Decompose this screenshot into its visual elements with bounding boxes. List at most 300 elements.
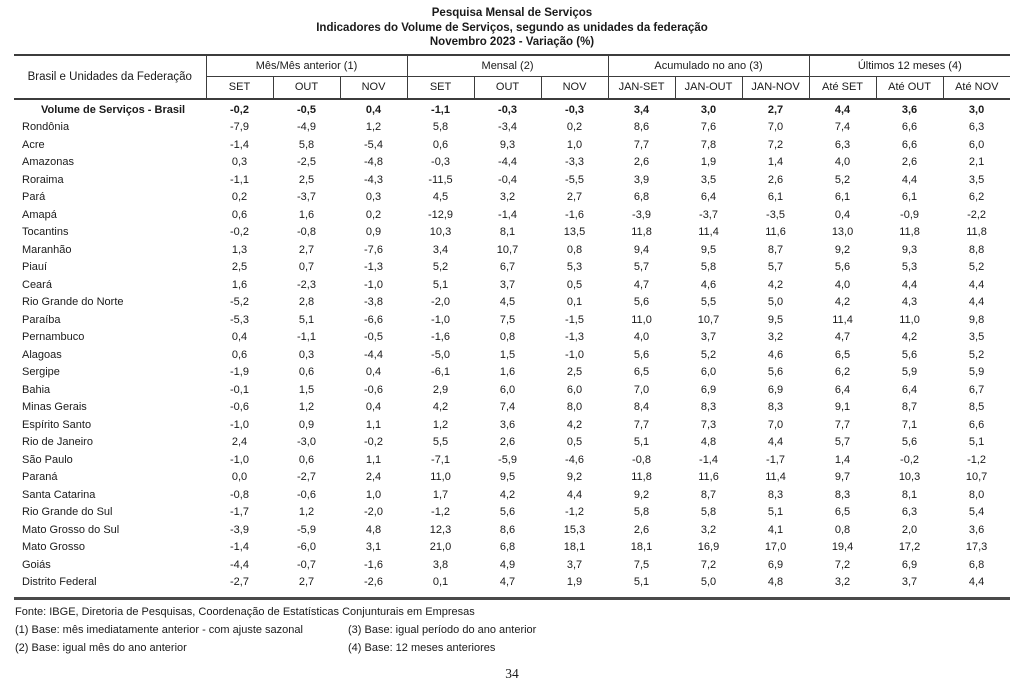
row-label: Alagoas bbox=[22, 348, 62, 361]
value-cell: 3,5 bbox=[700, 173, 717, 186]
value-cell: 8,3 bbox=[767, 488, 784, 501]
row-label: Goiás bbox=[22, 558, 51, 571]
value-cell: 2,6 bbox=[901, 156, 918, 168]
table-row bbox=[14, 277, 1010, 295]
value-cell: -0,3 bbox=[498, 103, 517, 116]
value-cell: 4,2 bbox=[901, 331, 918, 343]
value-cell: 7,7 bbox=[633, 138, 650, 151]
value-cell: 4,1 bbox=[767, 523, 784, 536]
value-cell: 7,1 bbox=[901, 418, 918, 431]
value-cell: 1,9 bbox=[566, 576, 583, 588]
value-cell: 5,7 bbox=[633, 261, 650, 273]
value-cell: -5,9 bbox=[498, 453, 517, 466]
value-cell: 0,4 bbox=[365, 366, 382, 378]
value-cell: 8,1 bbox=[499, 226, 516, 238]
table-row bbox=[14, 504, 1010, 522]
value-cell: -1,1 bbox=[230, 173, 249, 186]
row-label: Rondônia bbox=[22, 121, 70, 133]
row-label: Mato Grosso do Sul bbox=[22, 523, 120, 536]
value-cell: 9,1 bbox=[834, 401, 851, 413]
value-cell: 1,4 bbox=[834, 453, 851, 466]
value-cell: 8,7 bbox=[901, 401, 918, 413]
value-cell: 0,5 bbox=[566, 436, 583, 448]
value-cell: 4,0 bbox=[834, 278, 851, 291]
value-cell: 11,8 bbox=[631, 471, 652, 483]
value-cell: 4,5 bbox=[499, 296, 516, 308]
value-cell: 0,7 bbox=[298, 261, 315, 273]
value-cell: 3,7 bbox=[499, 278, 516, 291]
value-cell: 7,4 bbox=[834, 121, 851, 133]
value-cell: 6,6 bbox=[901, 138, 918, 151]
value-cell: 16,9 bbox=[697, 541, 720, 553]
value-cell: -4,4 bbox=[364, 348, 383, 361]
value-cell: 4,4 bbox=[901, 278, 918, 291]
value-cell: 4,2 bbox=[767, 278, 784, 291]
value-cell: 7,0 bbox=[767, 418, 784, 431]
value-cell: 7,4 bbox=[499, 401, 516, 413]
value-cell: -1,6 bbox=[431, 331, 450, 343]
value-cell: 6,0 bbox=[499, 383, 516, 396]
value-cell: -0,6 bbox=[230, 401, 249, 413]
value-cell: -1,4 bbox=[699, 453, 718, 466]
value-cell: 11,4 bbox=[765, 471, 786, 483]
value-cell: 2,0 bbox=[901, 523, 918, 536]
column-header: OUT bbox=[273, 76, 340, 99]
value-cell: 6,5 bbox=[633, 366, 650, 378]
value-cell: 0,3 bbox=[365, 191, 382, 203]
table-row bbox=[14, 189, 1010, 207]
value-cell: 5,1 bbox=[767, 506, 784, 518]
value-cell: 1,0 bbox=[365, 488, 382, 501]
value-cell: 4,0 bbox=[633, 331, 650, 343]
value-cell: 1,6 bbox=[298, 208, 315, 221]
value-cell: 11,0 bbox=[631, 313, 652, 326]
value-cell: -1,0 bbox=[431, 313, 450, 326]
value-cell: 5,9 bbox=[901, 366, 918, 378]
column-header: NOV bbox=[340, 76, 407, 99]
value-cell: 6,4 bbox=[834, 383, 851, 396]
row-label: Acre bbox=[22, 138, 45, 151]
value-cell: -4,4 bbox=[230, 558, 249, 571]
value-cell: 0,1 bbox=[432, 576, 449, 588]
report-header bbox=[0, 0, 1024, 50]
value-cell: 6,1 bbox=[901, 191, 918, 203]
table-row bbox=[14, 574, 1010, 592]
value-cell: 1,4 bbox=[767, 156, 784, 168]
value-cell: 6,6 bbox=[901, 121, 918, 133]
value-cell: 4,2 bbox=[834, 296, 851, 308]
value-cell: 4,4 bbox=[767, 436, 784, 448]
value-cell: -3,9 bbox=[632, 208, 651, 221]
value-cell: 2,6 bbox=[499, 436, 516, 448]
value-cell: 0,5 bbox=[566, 278, 583, 291]
value-cell: -1,2 bbox=[431, 506, 450, 518]
value-cell: -3,7 bbox=[297, 191, 316, 203]
column-header: SET bbox=[206, 76, 273, 99]
row-label: Paraíba bbox=[22, 313, 61, 326]
value-cell: 4,4 bbox=[566, 488, 583, 501]
row-label: Amazonas bbox=[22, 156, 74, 168]
value-cell: 0,6 bbox=[432, 138, 449, 151]
value-cell: 0,0 bbox=[231, 471, 248, 483]
value-cell: 4,9 bbox=[499, 558, 516, 571]
value-cell: 5,6 bbox=[633, 296, 650, 308]
value-cell: 11,8 bbox=[966, 226, 987, 238]
value-cell: 5,7 bbox=[834, 436, 851, 448]
value-cell: 12,3 bbox=[429, 523, 452, 536]
value-cell: 11,8 bbox=[631, 226, 652, 238]
value-cell: 5,8 bbox=[633, 506, 650, 518]
row-label: Mato Grosso bbox=[22, 541, 85, 553]
value-cell: -1,3 bbox=[565, 331, 584, 343]
value-cell: 2,6 bbox=[767, 173, 784, 186]
value-cell: 6,6 bbox=[968, 418, 985, 431]
value-cell: 5,8 bbox=[700, 506, 717, 518]
column-header: JAN-SET bbox=[608, 76, 675, 99]
table-row bbox=[14, 417, 1010, 435]
value-cell: 0,9 bbox=[365, 226, 382, 238]
value-cell: -3,9 bbox=[230, 523, 249, 536]
value-cell: -5,9 bbox=[297, 523, 316, 536]
value-cell: 6,4 bbox=[901, 383, 918, 396]
row-label: Pará bbox=[22, 191, 46, 203]
value-cell: -1,0 bbox=[230, 418, 249, 431]
value-cell: -5,5 bbox=[565, 173, 584, 186]
table-row bbox=[14, 557, 1010, 575]
value-cell: -2,6 bbox=[364, 576, 383, 588]
table-row bbox=[14, 434, 1010, 452]
value-cell: -4,9 bbox=[297, 121, 316, 133]
value-cell: 0,9 bbox=[298, 418, 315, 431]
row-label: São Paulo bbox=[22, 453, 73, 466]
value-cell: 11,6 bbox=[765, 226, 786, 238]
value-cell: 5,1 bbox=[298, 313, 315, 326]
table-row bbox=[14, 522, 1010, 540]
value-cell: -0,4 bbox=[498, 173, 517, 186]
value-cell: -0,9 bbox=[900, 208, 920, 221]
value-cell: 1,9 bbox=[700, 156, 717, 168]
value-cell: 7,5 bbox=[633, 558, 650, 571]
value-cell: 3,0 bbox=[700, 103, 717, 116]
value-cell: 0,6 bbox=[231, 208, 248, 221]
value-cell: 5,2 bbox=[700, 348, 717, 361]
report-subtitle: Indicadores do Volume de Serviços, segundo as unidades da federação bbox=[316, 21, 708, 34]
value-cell: 3,6 bbox=[968, 523, 985, 536]
value-cell: -0,6 bbox=[364, 383, 383, 396]
value-cell: -6,0 bbox=[297, 541, 316, 553]
value-cell: 3,6 bbox=[499, 418, 516, 431]
value-cell: 0,4 bbox=[834, 208, 851, 221]
value-cell: 5,6 bbox=[499, 506, 516, 518]
table-row bbox=[14, 312, 1010, 330]
value-cell: 0,8 bbox=[566, 243, 583, 256]
value-cell: 0,8 bbox=[834, 523, 851, 536]
table-row bbox=[14, 469, 1010, 487]
value-cell: 7,2 bbox=[700, 558, 717, 571]
value-cell: 2,1 bbox=[968, 156, 985, 168]
table-row bbox=[14, 119, 1010, 137]
value-cell: 1,2 bbox=[298, 506, 315, 518]
value-cell: -1,0 bbox=[230, 453, 249, 466]
value-cell: -0,8 bbox=[632, 453, 651, 466]
value-cell: 4,7 bbox=[834, 331, 851, 343]
value-cell: 9,5 bbox=[499, 471, 516, 483]
value-cell: 8,3 bbox=[834, 488, 851, 501]
value-cell: 7,5 bbox=[499, 313, 516, 326]
value-cell: 6,7 bbox=[968, 383, 985, 396]
column-group-header: Mensal (2) bbox=[407, 55, 608, 77]
value-cell: -1,6 bbox=[565, 208, 584, 221]
value-cell: 5,6 bbox=[901, 348, 918, 361]
value-cell: 1,3 bbox=[231, 243, 248, 256]
value-cell: 9,2 bbox=[633, 488, 650, 501]
value-cell: 3,7 bbox=[700, 331, 717, 343]
value-cell: -3,3 bbox=[565, 156, 584, 168]
value-cell: 3,2 bbox=[834, 576, 851, 588]
value-cell: 9,5 bbox=[767, 313, 784, 326]
value-cell: 3,9 bbox=[633, 173, 650, 186]
row-label: Minas Gerais bbox=[22, 401, 87, 413]
value-cell: 6,9 bbox=[767, 383, 784, 396]
value-cell: -0,5 bbox=[297, 103, 316, 116]
value-cell: -1,1 bbox=[431, 103, 450, 116]
column-header: Até SET bbox=[809, 76, 876, 99]
value-cell: -1,5 bbox=[565, 313, 584, 326]
value-cell: 1,6 bbox=[231, 278, 248, 291]
value-cell: -0,6 bbox=[297, 488, 316, 501]
value-cell: 8,8 bbox=[968, 243, 985, 256]
value-cell: 8,6 bbox=[499, 523, 516, 536]
value-cell: -6,1 bbox=[431, 366, 450, 378]
value-cell: -2,0 bbox=[431, 296, 450, 308]
value-cell: 0,2 bbox=[231, 191, 248, 203]
value-cell: -2,0 bbox=[364, 506, 383, 518]
footnote-4: (4) Base: 12 meses anteriores bbox=[348, 641, 496, 654]
value-cell: 7,2 bbox=[767, 138, 784, 151]
value-cell: 7,0 bbox=[633, 383, 650, 396]
table-bottom-rule bbox=[14, 597, 1010, 600]
value-cell: 2,4 bbox=[231, 436, 248, 448]
value-cell: 1,6 bbox=[499, 366, 516, 378]
value-cell: -1,2 bbox=[967, 453, 987, 466]
value-cell: 0,6 bbox=[298, 453, 315, 466]
value-cell: 5,5 bbox=[700, 296, 717, 308]
value-cell: 1,2 bbox=[365, 121, 382, 133]
value-cell: 1,0 bbox=[566, 138, 583, 151]
value-cell: 11,8 bbox=[899, 226, 920, 238]
value-cell: 10,7 bbox=[965, 471, 988, 483]
value-cell: 5,1 bbox=[432, 278, 449, 291]
row-label: Volume de Serviços - Brasil bbox=[41, 103, 186, 116]
value-cell: -2,5 bbox=[297, 156, 316, 168]
value-cell: -4,6 bbox=[565, 453, 584, 466]
value-cell: 2,8 bbox=[298, 296, 315, 308]
value-cell: -1,4 bbox=[230, 138, 249, 151]
value-cell: -1,9 bbox=[230, 366, 249, 378]
value-cell: 2,7 bbox=[767, 103, 784, 116]
value-cell: -5,3 bbox=[230, 313, 249, 326]
value-cell: -1,7 bbox=[230, 506, 249, 518]
table-row bbox=[14, 399, 1010, 417]
footnote-3: (3) Base: igual período do ano anterior bbox=[348, 623, 537, 636]
row-label: Ceará bbox=[22, 278, 52, 291]
value-cell: 8,7 bbox=[767, 243, 784, 256]
value-cell: 13,5 bbox=[563, 226, 586, 238]
value-cell: -0,2 bbox=[230, 226, 249, 238]
value-cell: 9,2 bbox=[566, 471, 583, 483]
value-cell: 4,2 bbox=[432, 401, 449, 413]
value-cell: 2,9 bbox=[432, 383, 449, 396]
value-cell: 10,7 bbox=[496, 243, 519, 256]
value-cell: 3,5 bbox=[968, 173, 985, 186]
value-cell: 5,3 bbox=[566, 261, 583, 273]
value-cell: 5,9 bbox=[968, 366, 985, 378]
value-cell: 6,9 bbox=[901, 558, 918, 571]
value-cell: -1,4 bbox=[498, 208, 517, 221]
value-cell: 1,5 bbox=[499, 348, 516, 361]
value-cell: 2,6 bbox=[633, 156, 650, 168]
value-cell: 7,3 bbox=[700, 418, 717, 431]
value-cell: 0,6 bbox=[298, 366, 315, 378]
value-cell: 6,3 bbox=[834, 138, 851, 151]
value-cell: 4,6 bbox=[700, 278, 717, 291]
table-row bbox=[14, 154, 1010, 172]
footnote-row-2 bbox=[15, 641, 1024, 655]
value-cell: 5,6 bbox=[633, 348, 650, 361]
value-cell: 0,6 bbox=[231, 348, 248, 361]
value-cell: 9,8 bbox=[968, 313, 985, 326]
value-cell: 4,8 bbox=[767, 576, 784, 588]
value-cell: 6,9 bbox=[767, 558, 784, 571]
table-row bbox=[14, 259, 1010, 277]
table-row bbox=[14, 99, 1010, 120]
report-period: Novembro 2023 - Variação (%) bbox=[429, 36, 595, 48]
table-body bbox=[14, 99, 1010, 592]
value-cell: 1,2 bbox=[298, 401, 315, 413]
table-row bbox=[14, 452, 1010, 470]
table-row bbox=[14, 539, 1010, 557]
value-cell: 13,0 bbox=[831, 226, 854, 238]
value-cell: 6,0 bbox=[968, 138, 985, 151]
value-cell: 3,0 bbox=[968, 103, 985, 116]
value-cell: -5,0 bbox=[431, 348, 450, 361]
value-cell: 6,9 bbox=[700, 383, 717, 396]
value-cell: -2,7 bbox=[230, 576, 249, 588]
column-header: Até NOV bbox=[943, 76, 1010, 99]
value-cell: 11,6 bbox=[698, 471, 719, 483]
value-cell: 17,3 bbox=[965, 541, 988, 553]
value-cell: 3,2 bbox=[700, 523, 717, 536]
value-cell: 6,0 bbox=[700, 366, 717, 378]
value-cell: 5,3 bbox=[901, 261, 918, 273]
row-label: Maranhão bbox=[22, 243, 72, 256]
value-cell: -3,0 bbox=[297, 436, 316, 448]
value-cell: 2,5 bbox=[231, 261, 248, 273]
value-cell: 0,8 bbox=[499, 331, 516, 343]
stub-header: Brasil e Unidades da Federação bbox=[14, 55, 206, 99]
value-cell: 4,4 bbox=[834, 103, 851, 116]
value-cell: 8,5 bbox=[968, 401, 985, 413]
value-cell: 0,2 bbox=[566, 121, 583, 133]
value-cell: -1,6 bbox=[364, 558, 383, 571]
value-cell: 2,5 bbox=[566, 366, 583, 378]
page-number: 34 bbox=[505, 665, 519, 681]
value-cell: 7,7 bbox=[834, 418, 851, 431]
value-cell: -0,3 bbox=[565, 103, 584, 116]
row-label: Pernambuco bbox=[22, 331, 85, 343]
value-cell: -0,3 bbox=[431, 156, 450, 168]
value-cell: 4,5 bbox=[432, 191, 449, 203]
table-row bbox=[14, 172, 1010, 190]
value-cell: 4,8 bbox=[365, 523, 382, 536]
value-cell: 18,1 bbox=[630, 541, 653, 553]
value-cell: 18,1 bbox=[563, 541, 586, 553]
value-cell: 0,4 bbox=[365, 103, 382, 116]
value-cell: 4,4 bbox=[968, 278, 985, 291]
value-cell: 5,8 bbox=[298, 138, 315, 151]
value-cell: 4,4 bbox=[968, 296, 985, 308]
value-cell: 5,2 bbox=[968, 261, 985, 273]
value-cell: -1,4 bbox=[230, 541, 249, 553]
value-cell: 5,8 bbox=[432, 121, 449, 133]
value-cell: 8,0 bbox=[968, 488, 985, 501]
column-group-row bbox=[14, 55, 1010, 77]
value-cell: 4,4 bbox=[968, 576, 985, 588]
value-cell: 5,0 bbox=[700, 576, 717, 588]
value-cell: -4,3 bbox=[364, 173, 383, 186]
value-cell: 9,2 bbox=[834, 243, 851, 256]
value-cell: 6,8 bbox=[633, 191, 650, 203]
value-cell: 6,4 bbox=[700, 191, 717, 203]
value-cell: -7,9 bbox=[230, 121, 249, 133]
value-cell: 17,0 bbox=[764, 541, 787, 553]
value-cell: 11,0 bbox=[430, 471, 451, 483]
value-cell: -0,8 bbox=[297, 226, 316, 238]
indicators-table-container bbox=[14, 54, 1010, 592]
value-cell: 4,7 bbox=[499, 576, 516, 588]
value-cell: 2,6 bbox=[633, 523, 650, 536]
value-cell: 8,7 bbox=[700, 488, 717, 501]
value-cell: 5,5 bbox=[432, 436, 449, 448]
value-cell: 6,0 bbox=[566, 383, 583, 396]
value-cell: 1,2 bbox=[432, 418, 449, 431]
row-label: Tocantins bbox=[22, 226, 69, 238]
value-cell: 1,7 bbox=[432, 488, 449, 501]
value-cell: 5,1 bbox=[633, 436, 650, 448]
value-cell: 3,7 bbox=[901, 576, 918, 588]
value-cell: 9,3 bbox=[901, 243, 918, 256]
value-cell: 6,2 bbox=[834, 366, 851, 378]
column-header: Até OUT bbox=[876, 76, 943, 99]
value-cell: -1,0 bbox=[364, 278, 383, 291]
value-cell: -2,2 bbox=[967, 208, 987, 221]
value-cell: 6,2 bbox=[968, 191, 985, 203]
value-cell: 6,3 bbox=[901, 506, 918, 518]
row-label: Roraima bbox=[22, 173, 64, 186]
value-cell: -0,8 bbox=[230, 488, 249, 501]
value-cell: 0,2 bbox=[365, 208, 382, 221]
value-cell: -3,7 bbox=[699, 208, 718, 221]
column-group-header: Últimos 12 meses (4) bbox=[809, 55, 1010, 77]
value-cell: 0,4 bbox=[365, 401, 382, 413]
value-cell: 10,7 bbox=[697, 313, 720, 326]
value-cell: 5,1 bbox=[633, 576, 650, 588]
value-cell: 15,3 bbox=[563, 523, 586, 536]
value-cell: 1,5 bbox=[298, 383, 315, 396]
value-cell: -0,7 bbox=[297, 558, 316, 571]
value-cell: 4,0 bbox=[834, 156, 851, 168]
value-cell: 6,1 bbox=[767, 191, 784, 203]
